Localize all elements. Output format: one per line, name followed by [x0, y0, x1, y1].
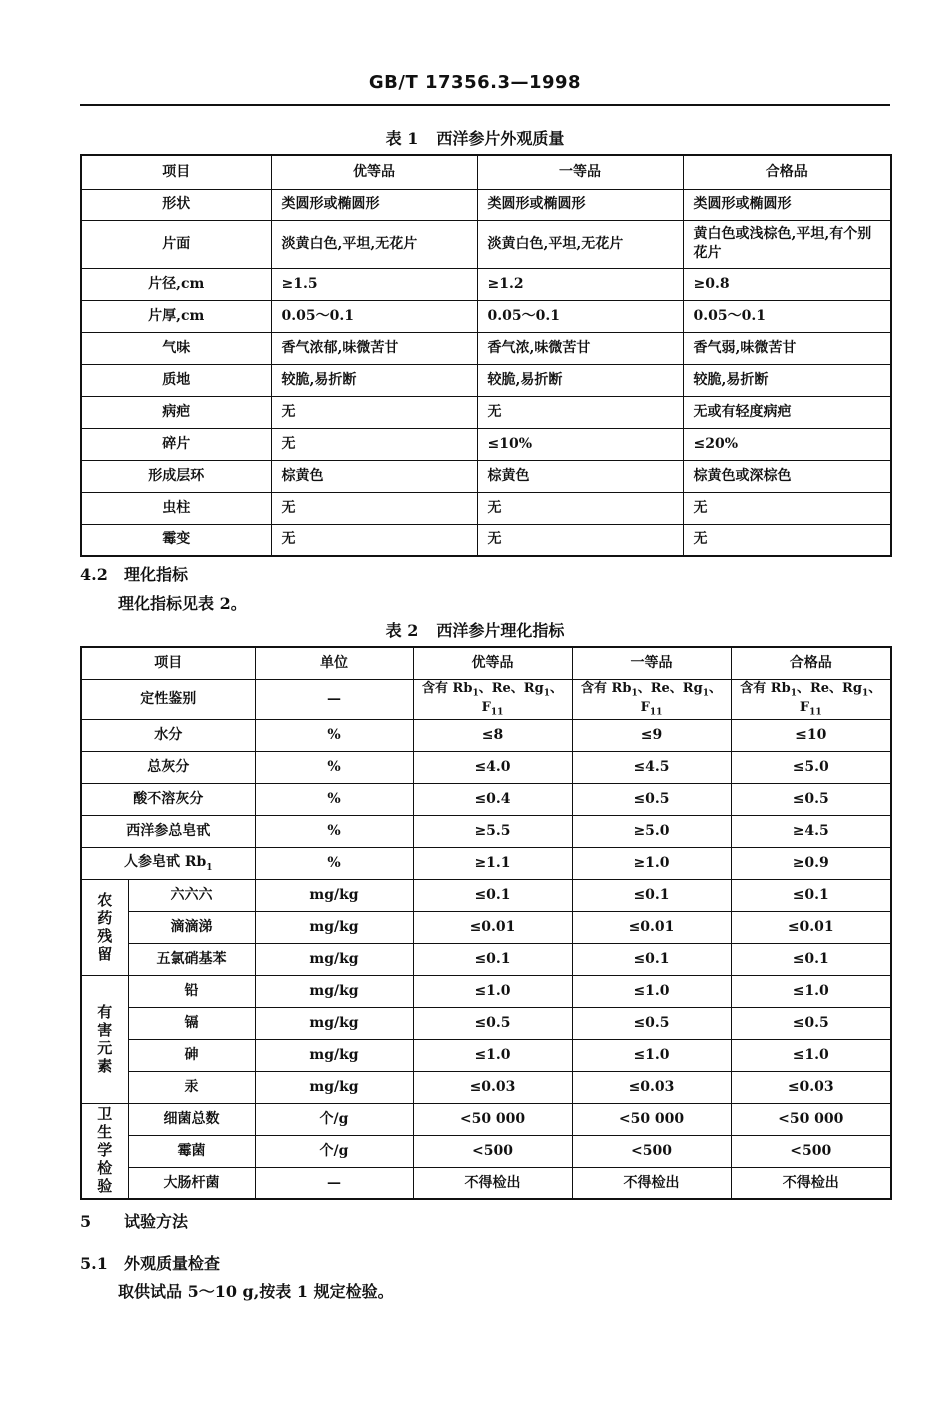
table1-item-cell: 片面	[81, 220, 271, 268]
table2-row	[81, 1071, 891, 1103]
table2-row	[81, 1135, 891, 1167]
table1-value-cell: 香气浓,味微苦甘	[477, 332, 683, 364]
table1-value-cell: ≥1.2	[477, 268, 683, 300]
table1-value-cell: 0.05～0.1	[477, 300, 683, 332]
table2-item-cell: 细菌总数	[128, 1103, 255, 1135]
table1-value-cell: 无	[271, 396, 477, 428]
value-text: 含有 Rb	[581, 680, 632, 696]
table1-header-cell: 项目	[81, 155, 271, 189]
standard-code-header: GB/T 17356.3—1998	[368, 72, 582, 93]
table2-item-cell	[81, 783, 255, 815]
table2-item-cell: 霉菌	[128, 1135, 255, 1167]
table1-row	[81, 189, 891, 220]
table2-row	[81, 719, 891, 751]
table1-value-cell: 较脆,易折断	[477, 364, 683, 396]
table1-value-cell: 0.05～0.1	[271, 300, 477, 332]
subscript: 1	[631, 688, 638, 699]
section-5-1-heading	[80, 1251, 220, 1274]
table1-value-cell: 香气浓郁,味微苦甘	[271, 332, 477, 364]
table1-value-cell: ≥1.5	[271, 268, 477, 300]
table2-row	[81, 847, 891, 879]
table2-value-cell: 不得检出	[731, 1167, 891, 1199]
table1-item-cell: 片厚,cm	[81, 300, 271, 332]
table2-row	[81, 783, 891, 815]
table1-value-cell: 棕黄色	[477, 460, 683, 492]
table1-value-cell: 无	[683, 492, 891, 524]
table2-value-cell: ≤0.01	[731, 911, 891, 943]
table2-unit-cell: %	[255, 815, 413, 847]
table2-value-cell: <50 000	[413, 1103, 572, 1135]
table1-header-cell: 优等品	[271, 155, 477, 189]
table1-value-cell: 无	[271, 428, 477, 460]
subscript: 1	[543, 688, 550, 699]
table1-value-cell: 无	[477, 492, 683, 524]
table1-header-cell: 一等品	[477, 155, 683, 189]
table2-row	[81, 1039, 891, 1071]
table1-row	[81, 220, 891, 268]
table2-value-cell: ≤0.03	[731, 1071, 891, 1103]
group-label: 卫生学检验	[97, 1105, 113, 1196]
table2-value-cell: ≤9	[572, 719, 731, 751]
value-text: 、Re、Rg	[478, 680, 544, 696]
table2-unit-cell: —	[255, 1167, 413, 1199]
table2-value-cell: ≤1.0	[572, 1039, 731, 1071]
table2-row	[81, 879, 891, 911]
item-text: 人参皂甙 Rb	[123, 854, 207, 870]
subscript: 1	[861, 688, 869, 699]
table2-value-cell	[572, 679, 731, 719]
table2-header-cell: 项目	[81, 647, 255, 679]
table2-unit-cell: 个/g	[255, 1135, 413, 1167]
table2-value-cell: ≤8	[413, 719, 572, 751]
table1-value-cell: 无	[271, 524, 477, 556]
table2-header-cell: 优等品	[413, 647, 572, 679]
table1-value-cell: 0.05～0.1	[683, 300, 891, 332]
table2-row	[81, 751, 891, 783]
table2-value-cell	[731, 679, 891, 719]
value-text: 、F	[640, 680, 722, 716]
table2-value-cell: 不得检出	[413, 1167, 572, 1199]
table1-item-cell: 质地	[81, 364, 271, 396]
table2-value-cell: ≤5.0	[731, 751, 891, 783]
table1-row	[81, 428, 891, 460]
table2-value-cell: ≤4.0	[413, 751, 572, 783]
table2-value-cell: ≤0.03	[413, 1071, 572, 1103]
table2-value-cell: ≤0.01	[572, 911, 731, 943]
item-text: 总灰分	[147, 759, 190, 776]
table2-header-cell: 单位	[255, 647, 413, 679]
table1-row	[81, 300, 891, 332]
table1-item-cell: 形状	[81, 189, 271, 220]
table2-value-cell	[413, 679, 572, 719]
section-5-heading	[80, 1209, 188, 1232]
subscript: 1	[790, 688, 797, 699]
table1-value-cell: 较脆,易折断	[271, 364, 477, 396]
table1-row	[81, 524, 891, 556]
table2-value-cell: <50 000	[731, 1103, 891, 1135]
table1-header-row	[81, 155, 891, 189]
table1-value-cell: 无	[683, 524, 891, 556]
item-text: 水分	[154, 727, 183, 744]
table2-value-cell: ≤0.4	[413, 783, 572, 815]
table2-value-cell: ≤0.5	[413, 1007, 572, 1039]
subscript: 1	[472, 688, 479, 699]
table2-row	[81, 911, 891, 943]
table2-item-cell: 铅	[128, 975, 255, 1007]
table2-value-cell: ≤0.5	[572, 783, 731, 815]
table2-group-cell	[81, 1103, 128, 1199]
table2-value-cell: <500	[731, 1135, 891, 1167]
table2-item-cell: 砷	[128, 1039, 255, 1071]
table1-value-cell: 类圆形或椭圆形	[683, 189, 891, 220]
table1-row	[81, 364, 891, 396]
table2-unit-cell: %	[255, 751, 413, 783]
table2-value-cell: ≤1.0	[572, 975, 731, 1007]
table1-value-cell: 类圆形或椭圆形	[271, 189, 477, 220]
value-text: 、F	[799, 680, 882, 716]
table1-item-cell: 气味	[81, 332, 271, 364]
header-rule	[80, 104, 890, 106]
table2-item-cell	[81, 719, 255, 751]
appearance-quality-table	[80, 154, 892, 557]
item-text: 定性鉴别	[140, 690, 197, 707]
subscript: 11	[649, 707, 663, 718]
table1-value-cell: 类圆形或椭圆形	[477, 189, 683, 220]
value-text: 、F	[481, 680, 563, 716]
table2-value-cell: ≤0.1	[413, 879, 572, 911]
section-4-2-text: 理化指标见表 2。	[118, 594, 247, 613]
table2-value-cell: ≤0.5	[572, 1007, 731, 1039]
table2-caption-title: 西洋参片理化指标	[436, 621, 565, 640]
table2-row	[81, 1007, 891, 1039]
table2-unit-cell: %	[255, 783, 413, 815]
table1-value-cell: 棕黄色	[271, 460, 477, 492]
item-text: 西洋参总皂甙	[126, 823, 211, 840]
table2-value-cell: ≥4.5	[731, 815, 891, 847]
section-title: 理化指标	[124, 565, 189, 584]
table1-header-cell: 合格品	[683, 155, 891, 189]
table2-unit-cell: mg/kg	[255, 1039, 413, 1071]
table1-value-cell: 黄白色或浅棕色,平坦,有个别花片	[683, 220, 891, 268]
table2-item-cell	[81, 751, 255, 783]
table2-item-cell: 镉	[128, 1007, 255, 1039]
table1-value-cell: ≤10%	[477, 428, 683, 460]
item-text: 酸不溶灰分	[133, 791, 204, 808]
table1-row	[81, 396, 891, 428]
table2-row	[81, 679, 891, 719]
table2-value-cell: ≤0.5	[731, 783, 891, 815]
value-text: 含有 Rb	[740, 680, 791, 696]
table2-row	[81, 943, 891, 975]
table2-item-cell	[81, 679, 255, 719]
table2-item-cell	[81, 815, 255, 847]
section-title: 外观质量检查	[124, 1254, 221, 1273]
table1-value-cell: 无	[477, 396, 683, 428]
table1-item-cell: 碎片	[81, 428, 271, 460]
table2-value-cell: ≤0.5	[731, 1007, 891, 1039]
table2-value-cell: ≤0.03	[572, 1071, 731, 1103]
table2-value-cell: ≥1.1	[413, 847, 572, 879]
table1-value-cell: 香气弱,味微苦甘	[683, 332, 891, 364]
table2-item-cell: 滴滴涕	[128, 911, 255, 943]
table1-value-cell: 无	[477, 524, 683, 556]
table2-row	[81, 1103, 891, 1135]
group-label: 有害元素	[97, 1002, 113, 1075]
physicochemical-index-table	[80, 646, 892, 1200]
table2-unit-cell: 个/g	[255, 1103, 413, 1135]
table2-value-cell: ≤0.1	[572, 943, 731, 975]
table2-value-cell: ≤0.1	[731, 943, 891, 975]
table2-unit-cell: mg/kg	[255, 911, 413, 943]
table1-row	[81, 460, 891, 492]
table2-value-cell: ≤10	[731, 719, 891, 751]
table2-value-cell: ≤0.1	[413, 943, 572, 975]
table1-item-cell: 形成层环	[81, 460, 271, 492]
subscript: 1	[702, 688, 709, 699]
table2-item-cell: 五氯硝基苯	[128, 943, 255, 975]
table2-value-cell: ≤1.0	[413, 1039, 572, 1071]
table1-caption-title: 西洋参片外观质量	[436, 129, 565, 148]
section-number: 4.2	[80, 565, 108, 584]
table2-item-cell: 汞	[128, 1071, 255, 1103]
table1-value-cell: 无	[271, 492, 477, 524]
table2-value-cell: ≤1.0	[413, 975, 572, 1007]
table1-row	[81, 492, 891, 524]
table2-unit-cell: mg/kg	[255, 1071, 413, 1103]
subscript: 11	[490, 707, 504, 718]
table2-group-cell	[81, 975, 128, 1103]
table1-row	[81, 268, 891, 300]
table2-unit-cell: mg/kg	[255, 1007, 413, 1039]
table2-header-cell: 合格品	[731, 647, 891, 679]
table2-value-cell: 不得检出	[572, 1167, 731, 1199]
table2-unit-cell: mg/kg	[255, 879, 413, 911]
table2-value-cell: ≥0.9	[731, 847, 891, 879]
table2-unit-cell: —	[255, 679, 413, 719]
group-label: 农药残留	[97, 890, 113, 963]
table2-value-cell: ≤1.0	[731, 1039, 891, 1071]
table2-value-cell: ≤0.1	[572, 879, 731, 911]
section-number: 5	[80, 1212, 92, 1231]
table2-unit-cell: mg/kg	[255, 975, 413, 1007]
table1-item-cell: 病疤	[81, 396, 271, 428]
table2-header-row	[81, 647, 891, 679]
table1-value-cell: ≤20%	[683, 428, 891, 460]
section-4-2-heading	[80, 562, 188, 585]
section-5-1-text: 取供试品 5～10 g,按表 1 规定检验。	[118, 1282, 394, 1301]
table2-row	[81, 815, 891, 847]
table1-value-cell: 较脆,易折断	[683, 364, 891, 396]
table2-row	[81, 1167, 891, 1199]
section-title: 试验方法	[124, 1212, 189, 1231]
table1-value-cell: ≥0.8	[683, 268, 891, 300]
table2-unit-cell: mg/kg	[255, 943, 413, 975]
table2-value-cell: ≤4.5	[572, 751, 731, 783]
subscript: 11	[809, 707, 822, 718]
table1-value-cell: 淡黄白色,平坦,无花片	[477, 220, 683, 268]
table2-caption-number: 表 2	[385, 621, 419, 640]
table1-caption	[0, 126, 950, 149]
table2-header-cell: 一等品	[572, 647, 731, 679]
table2-item-cell: 大肠杆菌	[128, 1167, 255, 1199]
table2-item-cell: 六六六	[128, 879, 255, 911]
section-number: 5.1	[80, 1254, 108, 1273]
table2-value-cell: ≥5.0	[572, 815, 731, 847]
table1-item-cell: 虫柱	[81, 492, 271, 524]
value-text: 、Re、Rg	[796, 680, 862, 696]
table1-value-cell: 无或有轻度病疤	[683, 396, 891, 428]
table1-caption-number: 表 1	[385, 129, 419, 148]
table2-value-cell: <500	[413, 1135, 572, 1167]
table1-row	[81, 332, 891, 364]
table2-value-cell: ≥1.0	[572, 847, 731, 879]
table2-row	[81, 975, 891, 1007]
table2-item-cell	[81, 847, 255, 879]
table2-group-cell	[81, 879, 128, 975]
table2-unit-cell: %	[255, 847, 413, 879]
table2-value-cell: ≤0.1	[731, 879, 891, 911]
table2-value-cell: ≥5.5	[413, 815, 572, 847]
table2-caption	[0, 618, 950, 641]
value-text: 、Re、Rg	[637, 680, 703, 696]
value-text: 含有 Rb	[422, 680, 473, 696]
table1-item-cell: 霉变	[81, 524, 271, 556]
table1-value-cell: 淡黄白色,平坦,无花片	[271, 220, 477, 268]
table2-value-cell: <50 000	[572, 1103, 731, 1135]
table1-value-cell: 棕黄色或深棕色	[683, 460, 891, 492]
table2-unit-cell: %	[255, 719, 413, 751]
table2-value-cell: ≤1.0	[731, 975, 891, 1007]
subscript: 1	[206, 862, 213, 873]
table2-value-cell: <500	[572, 1135, 731, 1167]
table2-value-cell: ≤0.01	[413, 911, 572, 943]
table1-item-cell: 片径,cm	[81, 268, 271, 300]
